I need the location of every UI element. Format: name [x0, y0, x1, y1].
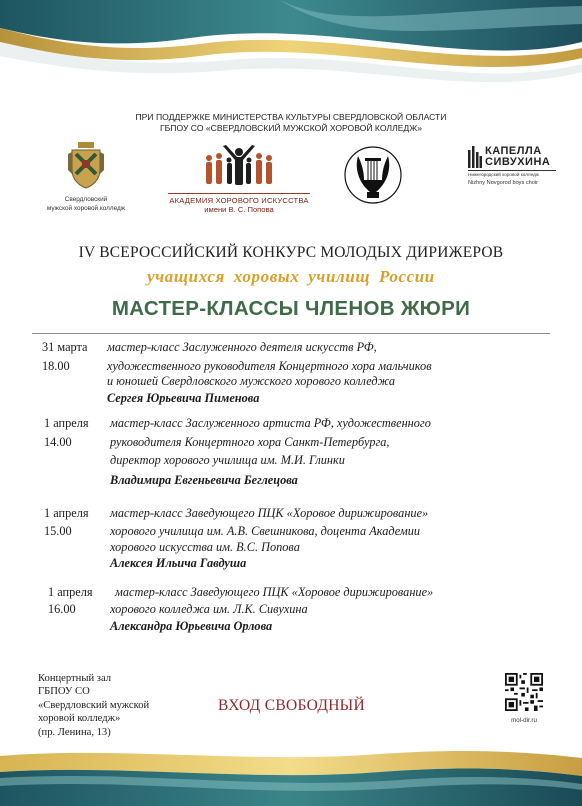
kapella-english-name: Nizhny Novgorod boys choir	[468, 180, 538, 186]
venue-line: хоровой колледж»	[38, 713, 121, 725]
support-line-2: ГБПОУ СО «СВЕРДЛОВСКИЙ МУЖСКОЙ ХОРОВОЙ КОЛЛЕДЖ»	[160, 123, 422, 133]
contest-title: IV ВСЕРОССИЙСКИЙ КОНКУРС МОЛОДЫХ ДИРИЖЕРОВ	[78, 244, 504, 261]
schedule-desc-line: мастер-класс Заведующего ПЦК «Хоровое дирижирование»	[115, 585, 434, 599]
choir-figures-icon	[199, 144, 279, 188]
schedule-presenter-name: Владимира Евгеньевича Беглецова	[110, 473, 298, 487]
support-line-1: ПРИ ПОДДЕРЖКЕ МИНИСТЕРСТВА КУЛЬТУРЫ СВЕРДЛОВСКОЙ ОБЛАСТИ	[135, 112, 447, 122]
schedule-desc-line: хорового училища им. А.В. Свешникова, доцента Академии	[110, 524, 421, 538]
venue-address	[38, 672, 198, 739]
schedule-date: 1 апреля	[44, 506, 89, 520]
academy-caption-1: АКАДЕМИЯ ХОРОВОГО ИСКУССТВА	[168, 193, 310, 205]
kapella-title-2: СИВУХИНА	[485, 156, 551, 168]
schedule-time: 15.00	[44, 524, 72, 538]
website-link[interactable]: mol-dir.ru	[511, 717, 537, 724]
kapella-title-1: КАПЕЛЛА	[485, 145, 542, 157]
schedule-desc-line: художественного руководителя Концертного хора мальчиков	[107, 359, 432, 373]
schedule-desc-line: хорового искусства им. В.С. Попова	[110, 540, 300, 554]
schedule-desc-line: директор хорового училища им. М.И. Глинки	[110, 453, 345, 467]
top-decorative-band	[0, 0, 582, 100]
schedule-date: 1 апреля	[44, 416, 89, 430]
college-caption-1: Свердловский	[64, 196, 108, 203]
schedule-desc-line: мастер-класс Заслуженного деятеля искусств РФ,	[107, 340, 377, 354]
kapella-subtitle: Нижегородский хоровой колледж	[468, 170, 556, 177]
academy-caption-2: имени В. С. Попова	[204, 205, 274, 214]
free-admission-label: ВХОД СВОБОДНЫЙ	[218, 697, 365, 714]
college-logo	[38, 140, 134, 212]
schedule-date: 1 апреля	[48, 585, 93, 599]
venue-line: (пр. Ленина, 13)	[38, 726, 111, 738]
schedule-desc-line: мастер-класс Заслуженного артиста РФ, художественного	[110, 416, 431, 430]
schedule-time: 16.00	[48, 602, 76, 616]
kapella-logo	[468, 144, 556, 186]
college-caption-2: мужской хоровой колледж	[46, 204, 126, 212]
choir-bars-icon	[468, 144, 482, 168]
schedule-presenter-name: Алексея Ильича Гавдуша	[110, 556, 247, 570]
schedule-presenter-name: Александра Юрьевича Орлова	[110, 619, 273, 633]
schedule-presenter-name: Сергея Юрьевича Пименова	[107, 391, 260, 405]
support-header	[0, 112, 582, 134]
schedule-desc-line: хорового колледжа им. Л.К. Сивухина	[110, 602, 308, 616]
venue-line: ГБПОУ СО	[38, 686, 90, 698]
coat-of-arms-icon	[64, 140, 108, 190]
schedule-date: 31 марта	[42, 340, 88, 354]
masterclass-heading: МАСТЕР-КЛАССЫ ЧЛЕНОВ ЖЮРИ	[111, 297, 471, 320]
schedule-desc-line: мастер-класс Заведующего ПЦК «Хоровое дирижирование»	[110, 506, 429, 520]
contest-subtitle: учащихся хоровых училищ России	[147, 267, 435, 286]
lyre-icon	[342, 140, 404, 206]
bottom-decorative-band	[0, 742, 582, 806]
academy-logo	[168, 144, 310, 214]
schedule-desc-line: и юношей Свердловского мужского хорового колледжа	[107, 374, 395, 388]
heading-divider	[32, 333, 550, 334]
venue-line: «Свердловский мужской	[38, 699, 150, 711]
schedule-time: 18.00	[42, 359, 70, 373]
partner-logos	[0, 140, 582, 220]
schedule-time: 14.00	[44, 435, 72, 449]
lyre-logo	[338, 140, 408, 211]
qr-code-icon	[505, 673, 543, 711]
venue-line: Концертный зал	[38, 673, 112, 684]
schedule-desc-line: руководителя Концертного хора Санкт-Петербурга,	[110, 435, 390, 449]
